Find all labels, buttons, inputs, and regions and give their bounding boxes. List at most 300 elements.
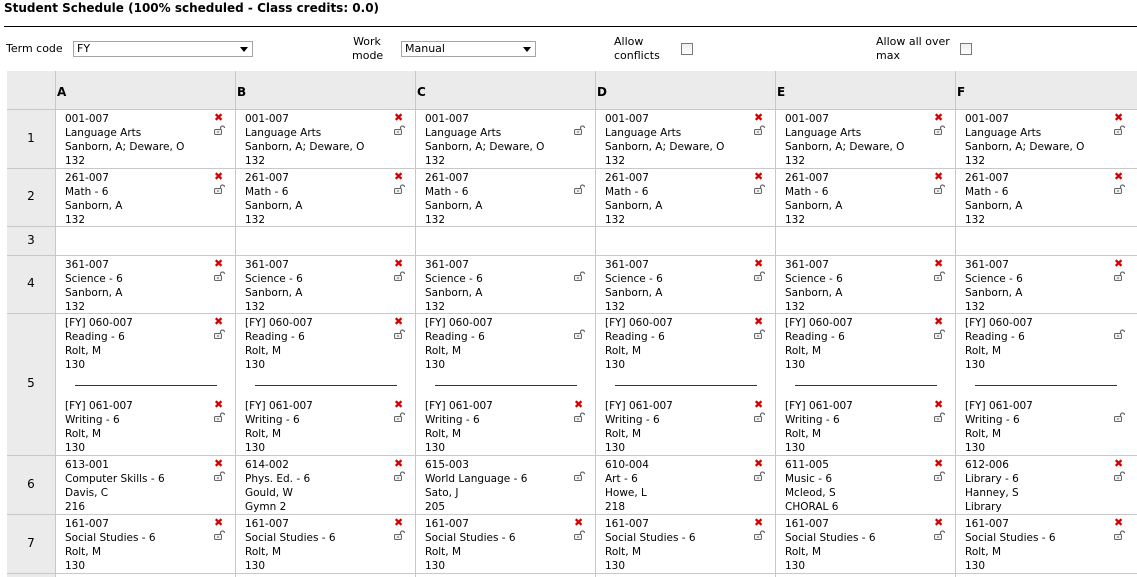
cell-teacher: Sanborn, A — [425, 287, 483, 299]
cell-teacher: Rolt, M — [785, 546, 822, 558]
remove-x-icon[interactable]: ✖ — [214, 257, 224, 270]
remove-x-icon[interactable]: ✖ — [754, 111, 764, 124]
cell-name: Writing - 6 — [65, 414, 120, 426]
cell-teacher: Sato, J — [425, 487, 459, 499]
cell-room: 130 — [605, 560, 626, 572]
lock-icon[interactable] — [394, 530, 405, 540]
schedule-cell[interactable] — [245, 258, 415, 314]
lock-icon[interactable] — [1114, 271, 1125, 281]
cell-room: 130 — [605, 359, 626, 371]
remove-x-icon[interactable]: ✖ — [214, 315, 224, 328]
grid-column-line — [415, 71, 416, 577]
lock-icon[interactable] — [934, 471, 945, 481]
remove-x-icon[interactable]: ✖ — [934, 315, 944, 328]
cell-course: 001-007 — [785, 113, 829, 125]
remove-x-icon[interactable]: ✖ — [394, 257, 404, 270]
lock-icon[interactable] — [394, 412, 405, 422]
grid-column-line — [595, 71, 596, 577]
allow-over-max-checkbox[interactable] — [960, 43, 972, 55]
cell-course: 001-007 — [965, 113, 1009, 125]
cell-name: Music - 6 — [785, 473, 833, 485]
cell-course: 361-007 — [965, 259, 1009, 271]
schedule-cell[interactable] — [605, 517, 775, 573]
cell-name: World Language - 6 — [425, 473, 528, 485]
cell-course: 614-002 — [245, 459, 289, 471]
lock-icon[interactable] — [214, 184, 225, 194]
cell-room: 132 — [245, 155, 266, 167]
cell-name: Science - 6 — [65, 273, 123, 285]
remove-x-icon[interactable]: ✖ — [934, 516, 944, 529]
cell-course: 361-007 — [65, 259, 109, 271]
allow-conflicts-checkbox[interactable] — [681, 43, 693, 55]
remove-x-icon[interactable]: ✖ — [1114, 457, 1124, 470]
remove-x-icon[interactable]: ✖ — [754, 170, 764, 183]
schedule-cell[interactable] — [425, 517, 595, 573]
remove-x-icon[interactable]: ✖ — [754, 457, 764, 470]
cell-room: 132 — [425, 301, 446, 313]
cell-teacher: Rolt, M — [425, 345, 462, 357]
remove-x-icon[interactable]: ✖ — [934, 111, 944, 124]
cell-room: 130 — [245, 560, 266, 572]
cell-name: Math - 6 — [785, 186, 829, 198]
lock-icon[interactable] — [1114, 184, 1125, 194]
lock-icon[interactable] — [574, 530, 585, 540]
cell-teacher: Hanney, S — [965, 487, 1019, 499]
cell-teacher: Howe, L — [605, 487, 647, 499]
cell-name: Social Studies - 6 — [965, 532, 1056, 544]
cell-name: Science - 6 — [965, 273, 1023, 285]
cell-teacher: Sanborn, A — [965, 200, 1023, 212]
remove-x-icon[interactable]: ✖ — [754, 257, 764, 270]
period-number: 5 — [27, 376, 35, 390]
lock-icon[interactable] — [934, 125, 945, 135]
remove-x-icon[interactable]: ✖ — [214, 398, 224, 411]
lock-icon[interactable] — [934, 329, 945, 339]
schedule-cell[interactable] — [785, 258, 955, 314]
cell-teacher: Rolt, M — [965, 428, 1002, 440]
remove-x-icon[interactable]: ✖ — [574, 516, 584, 529]
cell-teacher: Sanborn, A — [65, 287, 123, 299]
column-header-b: B — [237, 85, 247, 99]
cell-teacher: Gould, W — [245, 487, 293, 499]
schedule-cell[interactable] — [605, 316, 775, 372]
section-separator — [615, 385, 757, 386]
lock-icon[interactable] — [214, 125, 225, 135]
term-code-label: Term code — [6, 42, 63, 55]
cell-course: 261-007 — [605, 172, 649, 184]
cell-teacher: Rolt, M — [785, 428, 822, 440]
grid-row-line — [7, 168, 1137, 169]
column-header-d: D — [597, 85, 607, 99]
cell-teacher: Sanborn, A; Deware, O — [965, 141, 1085, 153]
grid-row-line — [7, 514, 1137, 515]
cell-course: 615-003 — [425, 459, 469, 471]
remove-x-icon[interactable]: ✖ — [934, 170, 944, 183]
cell-room: 130 — [605, 442, 626, 454]
cell-course: [FY] 060-007 — [965, 317, 1033, 329]
schedule-cell[interactable] — [65, 517, 235, 573]
cell-teacher: Rolt, M — [785, 345, 822, 357]
remove-x-icon[interactable]: ✖ — [934, 457, 944, 470]
schedule-cell[interactable] — [425, 258, 595, 314]
cell-room: CHORAL 6 — [785, 501, 839, 513]
cell-name: Reading - 6 — [65, 331, 125, 343]
lock-icon[interactable] — [574, 471, 585, 481]
schedule-cell[interactable] — [785, 399, 955, 455]
schedule-cell[interactable] — [785, 112, 955, 168]
cell-room: 216 — [65, 501, 86, 513]
cell-room: 130 — [965, 442, 986, 454]
cell-teacher: Sanborn, A — [785, 287, 843, 299]
cell-course: [FY] 061-007 — [785, 400, 853, 412]
column-header-a: A — [57, 85, 67, 99]
cell-room: 130 — [425, 560, 446, 572]
lock-icon[interactable] — [214, 271, 225, 281]
grid-row-line — [7, 255, 1137, 256]
cell-room: 130 — [425, 442, 446, 454]
cell-name: Language Arts — [65, 127, 142, 139]
cell-course: 001-007 — [425, 113, 469, 125]
cell-course: 610-004 — [605, 459, 649, 471]
lock-icon[interactable] — [214, 530, 225, 540]
cell-teacher: Mcleod, S — [785, 487, 836, 499]
cell-room: Gymn 2 — [245, 501, 287, 513]
cell-course: 001-007 — [605, 113, 649, 125]
cell-course: 261-007 — [425, 172, 469, 184]
chevron-down-icon — [523, 47, 531, 52]
grid-column-line — [775, 71, 776, 577]
cell-room: 130 — [425, 359, 446, 371]
allow-over-max-label: Allow all over max — [876, 35, 950, 62]
cell-name: Social Studies - 6 — [65, 532, 156, 544]
cell-teacher: Rolt, M — [65, 345, 102, 357]
allow-conflicts-label: Allow conflicts — [614, 35, 660, 62]
cell-name: Language Arts — [605, 127, 682, 139]
cell-course: 001-007 — [65, 113, 109, 125]
column-header-f: F — [957, 85, 966, 99]
schedule-cell[interactable] — [605, 458, 775, 514]
cell-name: Art - 6 — [605, 473, 638, 485]
schedule-cell[interactable] — [425, 112, 595, 168]
grid-column-line — [55, 71, 56, 577]
cell-course: [FY] 060-007 — [605, 317, 673, 329]
cell-teacher: Rolt, M — [965, 345, 1002, 357]
cell-course: 612-006 — [965, 459, 1009, 471]
section-separator — [795, 385, 937, 386]
work-mode-value: Manual — [405, 42, 445, 55]
cell-name: Science - 6 — [425, 273, 483, 285]
lock-icon[interactable] — [394, 329, 405, 339]
cell-room: 132 — [425, 214, 446, 226]
schedule-cell[interactable] — [965, 112, 1135, 168]
remove-x-icon[interactable]: ✖ — [394, 457, 404, 470]
remove-x-icon[interactable]: ✖ — [394, 170, 404, 183]
cell-name: Social Studies - 6 — [605, 532, 696, 544]
remove-x-icon[interactable]: ✖ — [394, 111, 404, 124]
cell-name: Math - 6 — [605, 186, 649, 198]
lock-icon[interactable] — [574, 184, 585, 194]
schedule-cell[interactable] — [65, 112, 235, 168]
schedule-cell[interactable] — [65, 171, 235, 227]
schedule-cell[interactable] — [605, 171, 775, 227]
period-number: 4 — [27, 276, 35, 290]
cell-name: Social Studies - 6 — [245, 532, 336, 544]
cell-room: 130 — [65, 442, 86, 454]
remove-x-icon[interactable]: ✖ — [754, 516, 764, 529]
work-mode-select[interactable] — [401, 41, 536, 57]
cell-name: Reading - 6 — [785, 331, 845, 343]
schedule-cell[interactable] — [245, 171, 415, 227]
schedule-cell[interactable] — [245, 399, 415, 455]
schedule-cell[interactable] — [785, 458, 955, 514]
section-separator — [975, 385, 1117, 386]
cell-teacher: Rolt, M — [245, 428, 282, 440]
schedule-cell[interactable] — [605, 258, 775, 314]
cell-teacher: Sanborn, A — [65, 200, 123, 212]
cell-teacher: Rolt, M — [605, 345, 642, 357]
schedule-cell[interactable] — [65, 458, 235, 514]
cell-course: [FY] 061-007 — [65, 400, 133, 412]
remove-x-icon[interactable]: ✖ — [1114, 111, 1124, 124]
lock-icon[interactable] — [754, 471, 765, 481]
cell-name: Social Studies - 6 — [425, 532, 516, 544]
schedule-cell[interactable] — [965, 258, 1135, 314]
cell-teacher: Rolt, M — [245, 546, 282, 558]
remove-x-icon[interactable]: ✖ — [394, 516, 404, 529]
cell-name: Math - 6 — [65, 186, 109, 198]
cell-room: 132 — [425, 155, 446, 167]
schedule-cell[interactable] — [425, 458, 595, 514]
cell-teacher: Sanborn, A — [965, 287, 1023, 299]
cell-course: 001-007 — [245, 113, 289, 125]
cell-name: Science - 6 — [605, 273, 663, 285]
lock-icon[interactable] — [1114, 471, 1125, 481]
cell-course: 261-007 — [245, 172, 289, 184]
remove-x-icon[interactable]: ✖ — [934, 257, 944, 270]
cell-room: 132 — [965, 301, 986, 313]
cell-teacher: Rolt, M — [245, 345, 282, 357]
lock-icon[interactable] — [1114, 125, 1125, 135]
cell-name: Library - 6 — [965, 473, 1019, 485]
cell-teacher: Sanborn, A; Deware, O — [785, 141, 905, 153]
schedule-cell[interactable] — [245, 112, 415, 168]
lock-icon[interactable] — [754, 125, 765, 135]
cell-course: [FY] 061-007 — [245, 400, 313, 412]
lock-icon[interactable] — [394, 471, 405, 481]
cell-room: 218 — [605, 501, 626, 513]
cell-room: 132 — [785, 155, 806, 167]
cell-course: 161-007 — [785, 518, 829, 530]
cell-teacher: Sanborn, A — [425, 200, 483, 212]
cell-room: 132 — [245, 301, 266, 313]
lock-icon[interactable] — [754, 412, 765, 422]
schedule-cell[interactable] — [425, 316, 595, 372]
cell-room: 132 — [965, 155, 986, 167]
schedule-cell[interactable] — [65, 316, 235, 372]
period-number: 1 — [27, 130, 35, 145]
remove-x-icon[interactable]: ✖ — [214, 170, 224, 183]
cell-course: [FY] 061-007 — [605, 400, 673, 412]
lock-icon[interactable] — [574, 271, 585, 281]
cell-room: 130 — [785, 560, 806, 572]
cell-room: 130 — [965, 560, 986, 572]
cell-name: Social Studies - 6 — [785, 532, 876, 544]
cell-teacher: Davis, C — [65, 487, 109, 499]
grid-row-line — [7, 455, 1137, 456]
cell-room: 130 — [785, 442, 806, 454]
cell-name: Math - 6 — [425, 186, 469, 198]
cell-name: Science - 6 — [245, 273, 303, 285]
section-separator — [435, 385, 577, 386]
lock-icon[interactable] — [574, 412, 585, 422]
lock-icon[interactable] — [1114, 530, 1125, 540]
cell-room: 132 — [65, 214, 86, 226]
title-divider — [4, 26, 1137, 27]
cell-room: 132 — [605, 155, 626, 167]
cell-room: 130 — [965, 359, 986, 371]
cell-room: 132 — [785, 301, 806, 313]
schedule-cell[interactable] — [965, 316, 1135, 372]
cell-name: Reading - 6 — [425, 331, 485, 343]
lock-icon[interactable] — [214, 412, 225, 422]
schedule-cell[interactable] — [965, 399, 1135, 455]
cell-course: [FY] 061-007 — [425, 400, 493, 412]
schedule-cell[interactable] — [605, 112, 775, 168]
cell-course: [FY] 061-007 — [965, 400, 1033, 412]
schedule-grid — [7, 71, 1137, 577]
cell-course: 161-007 — [965, 518, 1009, 530]
period-header-column — [7, 71, 55, 577]
lock-icon[interactable] — [754, 530, 765, 540]
schedule-cell[interactable] — [425, 399, 595, 455]
term-code-value: FY — [77, 42, 91, 55]
schedule-cell[interactable] — [425, 171, 595, 227]
cell-course: 261-007 — [965, 172, 1009, 184]
remove-x-icon[interactable]: ✖ — [1114, 516, 1124, 529]
lock-icon[interactable] — [394, 125, 405, 135]
cell-room: 130 — [785, 359, 806, 371]
period-number: 3 — [27, 232, 35, 247]
cell-room: 132 — [605, 301, 626, 313]
remove-x-icon[interactable]: ✖ — [214, 457, 224, 470]
schedule-cell[interactable] — [965, 517, 1135, 573]
lock-icon[interactable] — [214, 471, 225, 481]
schedule-cell[interactable] — [605, 399, 775, 455]
cell-name: Math - 6 — [965, 186, 1009, 198]
schedule-cell[interactable] — [245, 316, 415, 372]
schedule-cell[interactable] — [65, 258, 235, 314]
cell-course: 161-007 — [65, 518, 109, 530]
remove-x-icon[interactable]: ✖ — [1114, 257, 1124, 270]
cell-teacher: Rolt, M — [425, 428, 462, 440]
page-title: Student Schedule (100% scheduled - Class credits: 0.0) — [4, 1, 380, 15]
remove-x-icon[interactable]: ✖ — [1114, 170, 1124, 183]
lock-icon[interactable] — [934, 184, 945, 194]
cell-teacher: Sanborn, A; Deware, O — [605, 141, 725, 153]
lock-icon[interactable] — [394, 184, 405, 194]
cell-teacher: Sanborn, A; Deware, O — [245, 141, 365, 153]
cell-course: [FY] 060-007 — [785, 317, 853, 329]
cell-room: 205 — [425, 501, 446, 513]
lock-icon[interactable] — [754, 271, 765, 281]
period-number: 7 — [27, 535, 35, 550]
cell-course: 261-007 — [785, 172, 829, 184]
term-code-select[interactable] — [73, 41, 253, 57]
lock-icon[interactable] — [754, 184, 765, 194]
cell-room: 132 — [605, 214, 626, 226]
lock-icon[interactable] — [934, 412, 945, 422]
schedule-cell[interactable] — [785, 316, 955, 372]
schedule-cell[interactable] — [965, 171, 1135, 227]
remove-x-icon[interactable]: ✖ — [754, 315, 764, 328]
period-number: 2 — [27, 189, 35, 203]
schedule-cell[interactable] — [785, 517, 955, 573]
schedule-cell[interactable] — [65, 399, 235, 455]
cell-course: [FY] 060-007 — [65, 317, 133, 329]
remove-x-icon[interactable]: ✖ — [214, 111, 224, 124]
chevron-down-icon — [240, 47, 248, 52]
remove-x-icon[interactable]: ✖ — [394, 315, 404, 328]
lock-icon[interactable] — [1114, 329, 1125, 339]
lock-icon[interactable] — [394, 271, 405, 281]
cell-course: 161-007 — [605, 518, 649, 530]
cell-name: Reading - 6 — [605, 331, 665, 343]
cell-name: Language Arts — [245, 127, 322, 139]
cell-name: Math - 6 — [245, 186, 289, 198]
cell-room: 130 — [65, 560, 86, 572]
cell-name: Language Arts — [425, 127, 502, 139]
cell-teacher: Sanborn, A — [605, 287, 663, 299]
cell-course: 361-007 — [425, 259, 469, 271]
grid-column-line — [235, 71, 236, 577]
cell-teacher: Rolt, M — [65, 546, 102, 558]
lock-icon[interactable] — [754, 329, 765, 339]
cell-name: Science - 6 — [785, 273, 843, 285]
remove-x-icon[interactable]: ✖ — [574, 398, 584, 411]
schedule-cell[interactable] — [245, 517, 415, 573]
cell-course: 361-007 — [785, 259, 829, 271]
remove-x-icon[interactable]: ✖ — [214, 516, 224, 529]
remove-x-icon[interactable]: ✖ — [934, 398, 944, 411]
lock-icon[interactable] — [574, 329, 585, 339]
cell-name: Language Arts — [785, 127, 862, 139]
lock-icon[interactable] — [1114, 412, 1125, 422]
lock-icon[interactable] — [214, 329, 225, 339]
cell-course: 261-007 — [65, 172, 109, 184]
cell-name: Phys. Ed. - 6 — [245, 473, 311, 485]
grid-row-line — [7, 109, 1137, 110]
section-separator — [75, 385, 217, 386]
schedule-cell[interactable] — [785, 171, 955, 227]
cell-room: Library — [965, 501, 1002, 513]
cell-room: 132 — [245, 214, 266, 226]
lock-icon[interactable] — [574, 125, 585, 135]
cell-room: 130 — [245, 442, 266, 454]
grid-column-line — [955, 71, 956, 577]
cell-teacher: Rolt, M — [425, 546, 462, 558]
cell-room: 132 — [785, 214, 806, 226]
cell-teacher: Sanborn, A; Deware, O — [425, 141, 545, 153]
schedule-cell[interactable] — [965, 458, 1135, 514]
cell-course: 361-007 — [245, 259, 289, 271]
cell-room: 132 — [65, 301, 86, 313]
lock-icon[interactable] — [934, 530, 945, 540]
cell-teacher: Rolt, M — [605, 546, 642, 558]
remove-x-icon[interactable]: ✖ — [394, 398, 404, 411]
remove-x-icon[interactable]: ✖ — [754, 398, 764, 411]
lock-icon[interactable] — [934, 271, 945, 281]
schedule-cell[interactable] — [245, 458, 415, 514]
